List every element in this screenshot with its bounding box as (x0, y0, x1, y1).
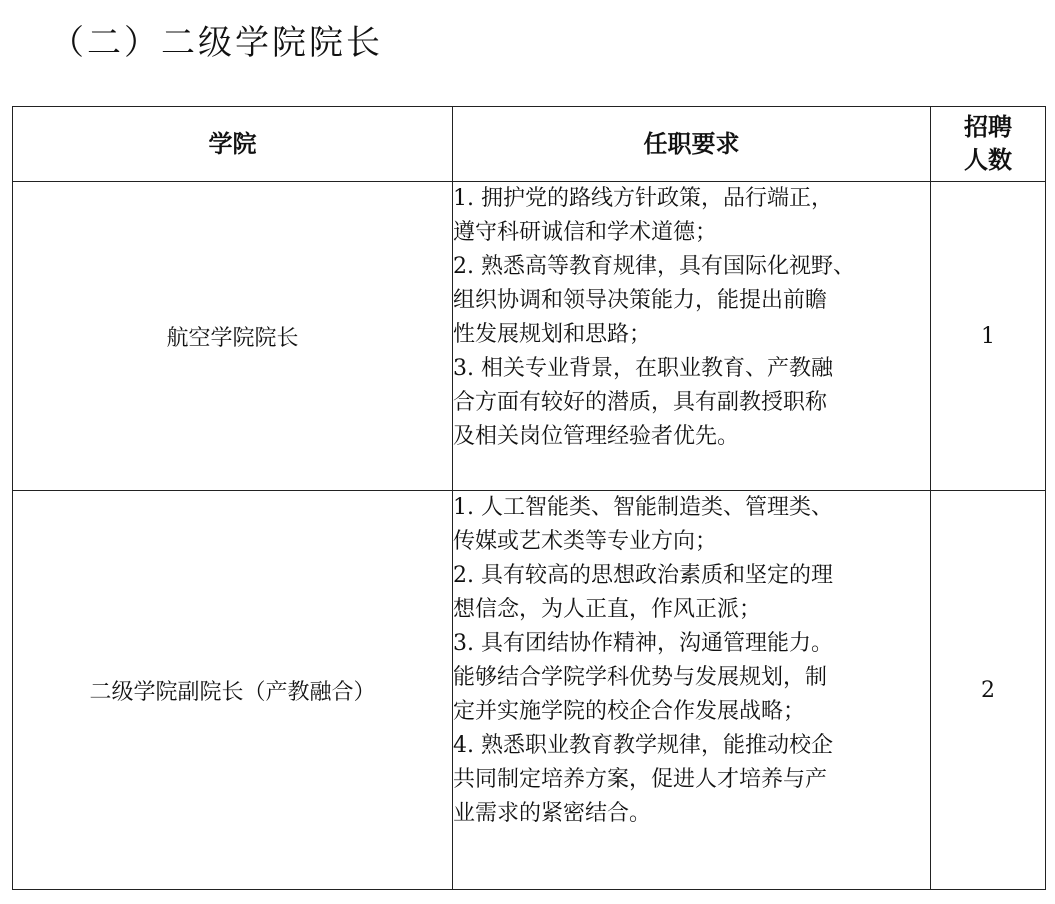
header-count-line2: 人数 (964, 146, 1012, 174)
header-count (931, 107, 1046, 182)
recruitment-table (12, 106, 1046, 890)
section-title: （二）二级学院院长 (50, 23, 383, 63)
header-count-line1: 招聘 (964, 113, 1012, 141)
college-cell: 二级学院副院长（产教融合） (13, 491, 453, 890)
table-row (13, 491, 1046, 890)
requirement-item: 3. 相关专业背景，在职业教育、产教融 合方面有较好的潜质，具有副教授职称 及相关岗位管理经验者优先。 (453, 356, 833, 449)
requirement-item: 2. 熟悉高等教育规律，具有国际化视野、 组织协调和领导决策能力，能提出前瞻 性发展规划和思路； (453, 254, 855, 347)
count-cell: 1 (931, 182, 1046, 491)
requirements-cell (453, 182, 931, 491)
requirement-item: 1. 拥护党的路线方针政策，品行端正， 遵守科研诚信和学术道德； (453, 186, 833, 245)
header-college: 学院 (13, 107, 453, 182)
requirement-item: 2. 具有较高的思想政治素质和坚定的理 想信念，为人正直，作风正派； (453, 563, 833, 622)
requirement-item: 3. 具有团结协作精神，沟通管理能力。 能够结合学院学科优势与发展规划，制 定并实施学院的校企合作发展战略； (453, 631, 833, 724)
header-requirements: 任职要求 (453, 107, 931, 182)
requirement-item: 1. 人工智能类、智能制造类、管理类、 传媒或艺术类等专业方向； (453, 495, 833, 554)
table-row (13, 182, 1046, 491)
college-cell: 航空学院院长 (13, 182, 453, 491)
requirement-item: 4. 熟悉职业教育教学规律，能推动校企 共同制定培养方案，促进人才培养与产 业需求的紧密结合。 (453, 733, 833, 826)
count-cell: 2 (931, 491, 1046, 890)
table-header-row (13, 107, 1046, 182)
requirements-cell (453, 491, 931, 890)
